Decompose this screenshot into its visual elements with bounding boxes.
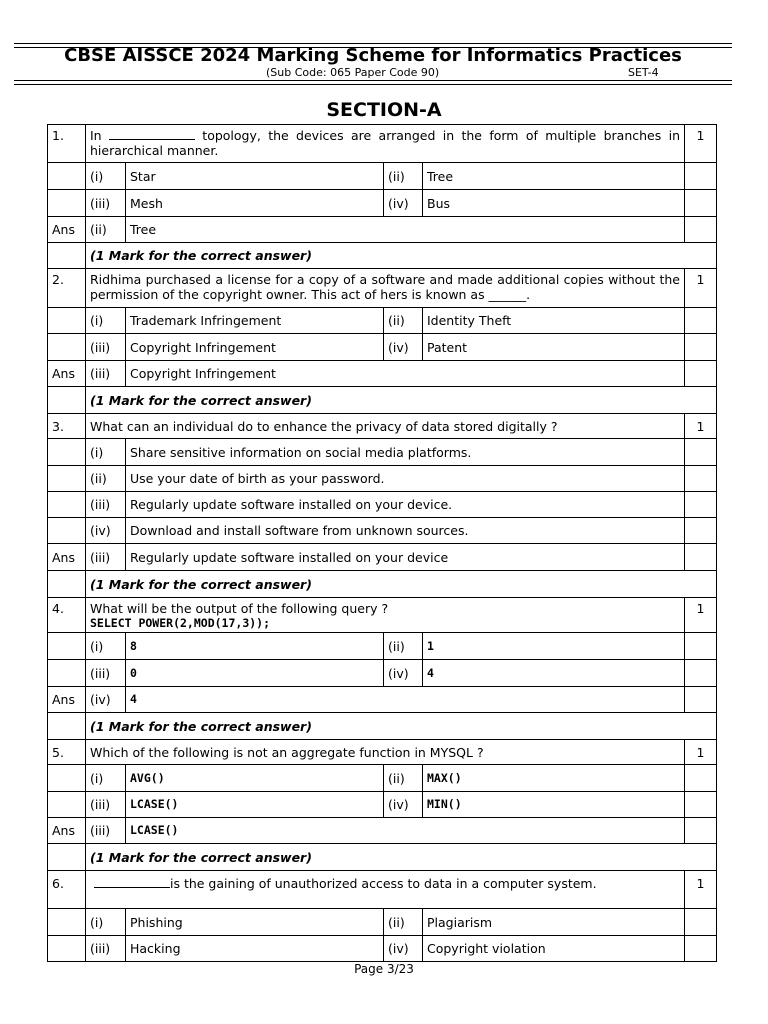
answer-row [48,687,717,713]
option-key: (iii) [86,936,126,962]
marking-note: (1 Mark for the correct answer) [86,844,717,871]
question-text: What can an individual do to enhance the privacy of data stored digitally ? [86,414,685,439]
option-text: Copyright violation [423,936,685,962]
option-key: (iv) [384,334,423,361]
marking-note: (1 Mark for the correct answer) [86,243,717,269]
question-marks: 1 [685,598,717,633]
question-text: Ridhima purchased a license for a copy of a software and made additional copies without the permission of the copyright owner. This act of hers is known as ______. [86,269,685,308]
option-key: (iii) [86,660,126,687]
option-text: MAX() [423,765,685,792]
option-row [48,792,717,818]
option-key: (iv) [86,518,126,544]
option-row [48,334,717,361]
question-number: 3. [48,414,86,439]
marking-note-row [48,571,717,598]
option-key: (ii) [384,308,423,334]
option-key: (iii) [86,190,126,217]
question-text: Which of the following is not an aggregate function in MYSQL ? [86,740,685,765]
option-row [48,660,717,687]
question-number: 2. [48,269,86,308]
option-key: (iv) [384,190,423,217]
option-text: 0 [126,660,384,687]
option-row [48,909,717,936]
option-text: Identity Theft [423,308,685,334]
option-text: Phishing [126,909,384,936]
answer-text: Copyright Infringement [126,361,685,387]
option-row [48,492,717,518]
answer-text: Regularly update software installed on your device [126,544,685,571]
header-rule-top [14,43,732,44]
answer-key: (iii) [86,361,126,387]
option-text: Plagiarism [423,909,685,936]
question-number: 5. [48,740,86,765]
question-marks: 1 [685,414,717,439]
answer-text: 4 [126,687,685,713]
option-row [48,308,717,334]
option-text: Bus [423,190,685,217]
option-key: (i) [86,633,126,660]
answer-label: Ans [48,818,86,844]
option-row [48,633,717,660]
question-row [48,269,717,308]
fill-blank [109,128,195,140]
option-row [48,190,717,217]
answer-text: Tree [126,217,685,243]
document-title: CBSE AISSCE 2024 Marking Scheme for Informatics Practices [64,45,682,66]
answer-row [48,544,717,571]
fill-blank [94,876,170,888]
answer-label: Ans [48,361,86,387]
answer-row [48,217,717,243]
option-text: Trademark Infringement [126,308,384,334]
option-text: Patent [423,334,685,361]
question-marks: 1 [685,740,717,765]
question-row [48,414,717,439]
option-key: (iii) [86,334,126,361]
option-key: (i) [86,439,126,466]
sql-query: SELECT POWER(2,MOD(17,3)); [90,616,271,630]
answer-label: Ans [48,687,86,713]
question-text: is the gaining of unauthorized access to data in a computer system. [86,871,685,909]
option-row [48,466,717,492]
option-key: (iii) [86,792,126,818]
option-key: (ii) [86,466,126,492]
marking-note: (1 Mark for the correct answer) [86,713,717,740]
option-row [48,936,717,962]
option-text: Download and install software from unknown sources. [126,518,685,544]
option-text: Use your date of birth as your password. [126,466,685,492]
marking-note-row [48,713,717,740]
option-text: 1 [423,633,685,660]
question-marks: 1 [685,125,717,163]
question-text: In topology, the devices are arranged in the form of multiple branches in hierarchical manner. [86,125,685,163]
option-text: AVG() [126,765,384,792]
marking-note-row [48,844,717,871]
option-text: MIN() [423,792,685,818]
option-key: (iv) [384,936,423,962]
option-key: (ii) [384,909,423,936]
answer-label: Ans [48,544,86,571]
answer-text: LCASE() [126,818,685,844]
marking-note: (1 Mark for the correct answer) [86,387,717,414]
question-number: 4. [48,598,86,633]
answer-key: (iii) [86,544,126,571]
answer-label: Ans [48,217,86,243]
question-number: 6. [48,871,86,909]
question-row [48,598,717,633]
question-text: What will be the output of the following query ? SELECT POWER(2,MOD(17,3)); [86,598,685,633]
question-marks: 1 [685,269,717,308]
option-key: (i) [86,308,126,334]
set-number: SET-4 [628,66,659,79]
option-text: 4 [423,660,685,687]
option-row [48,765,717,792]
option-key: (iv) [384,660,423,687]
option-key: (i) [86,909,126,936]
option-row [48,518,717,544]
option-key: (i) [86,765,126,792]
marking-note-row [48,387,717,414]
option-text: Tree [423,163,685,190]
answer-key: (ii) [86,217,126,243]
option-text: 8 [126,633,384,660]
answer-row [48,818,717,844]
option-key: (i) [86,163,126,190]
answer-key: (iii) [86,818,126,844]
question-number: 1. [48,125,86,163]
question-marks: 1 [685,871,717,909]
option-key: (ii) [384,765,423,792]
question-row [48,125,717,163]
marking-note: (1 Mark for the correct answer) [86,571,717,598]
option-row [48,163,717,190]
option-text: Share sensitive information on social media platforms. [126,439,685,466]
option-text: Star [126,163,384,190]
page-number: Page 3/23 [354,962,414,976]
section-heading: SECTION-A [326,99,442,121]
option-key: (ii) [384,163,423,190]
option-text: Mesh [126,190,384,217]
option-text: Hacking [126,936,384,962]
answer-row [48,361,717,387]
header-rule-bottom [14,80,732,81]
question-row [48,740,717,765]
header-rule-bottom-inner [14,84,732,85]
option-key: (ii) [384,633,423,660]
marking-scheme-table [47,124,717,962]
option-text: Copyright Infringement [126,334,384,361]
question-row [48,871,717,909]
option-key: (iv) [384,792,423,818]
option-text: LCASE() [126,792,384,818]
sub-code: (Sub Code: 065 Paper Code 90) [266,66,440,79]
option-text: Regularly update software installed on your device. [126,492,685,518]
answer-key: (iv) [86,687,126,713]
option-key: (iii) [86,492,126,518]
marking-note-row [48,243,717,269]
option-row [48,439,717,466]
